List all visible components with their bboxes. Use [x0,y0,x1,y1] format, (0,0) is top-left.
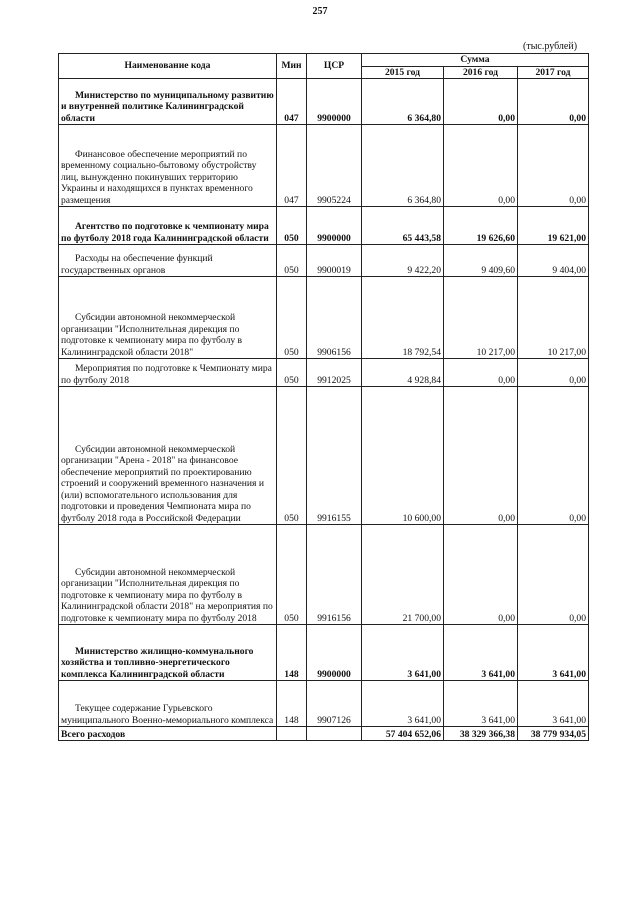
row-name: Мероприятия по подготовке к Чемпионату мира по футболу 2018 [59,359,277,387]
row-2017: 3 641,00 [518,681,589,727]
row-2016: 0,00 [444,387,518,525]
row-min: 050 [277,277,307,359]
row-name: Финансовое обеспечение мероприятий по временному социально-бытовому обустройству лиц, вынужденно покинувших территорию Украины и находящихся в пунктах временного размещения [59,125,277,207]
row-2015: 18 792,54 [362,277,444,359]
header-csr: ЦСР [307,54,362,79]
row-2017: 3 641,00 [518,625,589,681]
row-min: 148 [277,681,307,727]
row-2017: 0,00 [518,79,589,125]
row-2017: 10 217,00 [518,277,589,359]
row-csr: 9916155 [307,387,362,525]
budget-table [58,53,589,741]
table-row [59,245,589,277]
row-csr: 9907126 [307,681,362,727]
row-name: Субсидии автономной некоммерческой организации "Исполнительная дирекция по подготовке к чемпионату мира по футболу в Калининградской области 2018" [59,277,277,359]
table-row [59,387,589,525]
row-min: 050 [277,525,307,625]
row-2016: 9 409,60 [444,245,518,277]
row-2015: 21 700,00 [362,525,444,625]
row-csr: 9916156 [307,525,362,625]
table-row [59,79,589,125]
total-2016: 38 329 366,38 [444,727,518,741]
row-name: Министерство жилищно-коммунального хозяйства и топливно-энергетического комплекса Калининградской области [59,625,277,681]
row-2015: 6 364,80 [362,79,444,125]
row-csr: 9900000 [307,79,362,125]
table-row [59,207,589,245]
row-2015: 3 641,00 [362,625,444,681]
row-2016: 3 641,00 [444,681,518,727]
row-csr: 9905224 [307,125,362,207]
total-min [277,727,307,741]
row-2015: 3 641,00 [362,681,444,727]
row-name: Субсидии автономной некоммерческой организации "Исполнительная дирекция по подготовке к чемпионату мира по футболу в Калининградской области 2018" на мероприятия по подготовке к чемпионату мира по футболу 2018 [59,525,277,625]
row-2016: 0,00 [444,125,518,207]
header-min: Мин [277,54,307,79]
row-csr: 9900000 [307,625,362,681]
row-min: 050 [277,359,307,387]
row-name: Субсидии автономной некоммерческой организации "Арена - 2018" на финансовое обеспечение мероприятий по проектированию строений и сооружений временного назначения и (или) вспомогательного использования для подготовки и проведения Чемпионата мира по футболу 2018 года в Российской Федерации [59,387,277,525]
row-2015: 4 928,84 [362,359,444,387]
row-min: 047 [277,79,307,125]
row-min: 050 [277,245,307,277]
row-2017: 19 621,00 [518,207,589,245]
header-2017: 2017 год [518,66,589,79]
row-2015: 65 443,58 [362,207,444,245]
row-2016: 10 217,00 [444,277,518,359]
row-2016: 0,00 [444,79,518,125]
row-2015: 10 600,00 [362,387,444,525]
total-label: Всего расходов [59,727,277,741]
row-2017: 9 404,00 [518,245,589,277]
row-name: Министерство по муниципальному развитию и внутренней политике Калининградской области [59,79,277,125]
total-csr [307,727,362,741]
row-name: Расходы на обеспечение функций государственных органов [59,245,277,277]
row-2017: 0,00 [518,125,589,207]
page-number: 257 [312,6,328,17]
row-2015: 6 364,80 [362,125,444,207]
table-row [59,625,589,681]
header-sum: Сумма [362,54,589,67]
table-row [59,125,589,207]
header-2015: 2015 год [362,66,444,79]
row-csr: 9906156 [307,277,362,359]
row-2016: 0,00 [444,525,518,625]
row-min: 047 [277,125,307,207]
header-2016: 2016 год [444,66,518,79]
total-2015: 57 404 652,06 [362,727,444,741]
row-min: 050 [277,387,307,525]
row-csr: 9900000 [307,207,362,245]
table-row [59,277,589,359]
table-row [59,681,589,727]
row-csr: 9900019 [307,245,362,277]
row-min: 050 [277,207,307,245]
total-row [59,727,589,741]
row-2016: 0,00 [444,359,518,387]
row-2017: 0,00 [518,525,589,625]
header-name: Наименование кода [59,54,277,79]
row-name: Текущее содержание Гурьевского муниципального Военно-мемориального комплекса [59,681,277,727]
row-2016: 19 626,60 [444,207,518,245]
units-label: (тыс.рублей) [523,41,578,52]
row-2017: 0,00 [518,359,589,387]
row-min: 148 [277,625,307,681]
row-2017: 0,00 [518,387,589,525]
row-name: Агентство по подготовке к чемпионату мира по футболу 2018 года Калининградской области [59,207,277,245]
row-2016: 3 641,00 [444,625,518,681]
table-row [59,525,589,625]
table-row [59,359,589,387]
total-2017: 38 779 934,05 [518,727,589,741]
row-csr: 9912025 [307,359,362,387]
row-2015: 9 422,20 [362,245,444,277]
